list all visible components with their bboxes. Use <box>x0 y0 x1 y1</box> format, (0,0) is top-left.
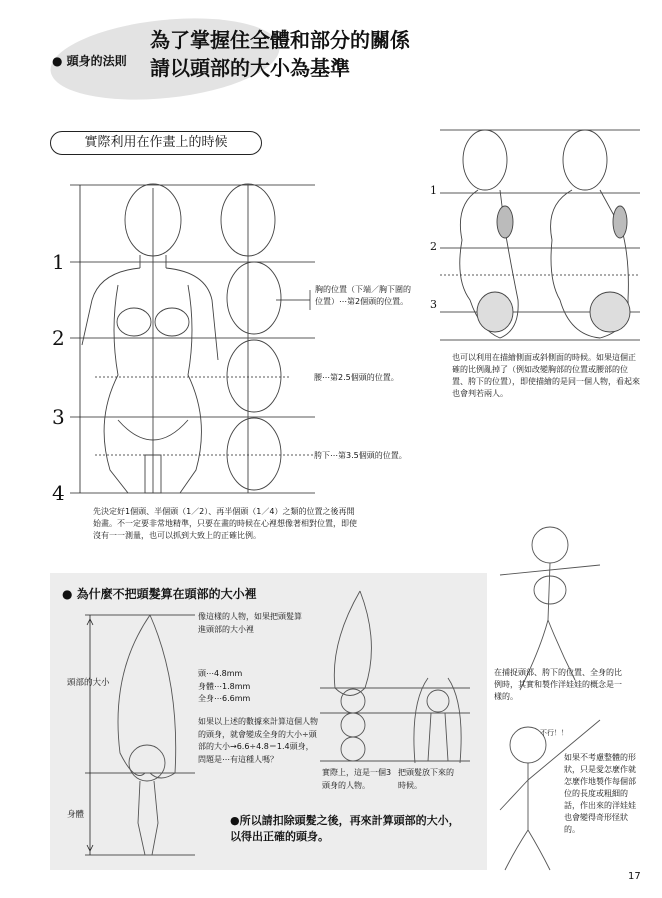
note-three-heads: 實際上，這是一個3頭身的人物。 <box>322 768 392 790</box>
headline-line-2: 請以頭部的大小為基準 <box>150 56 350 80</box>
doll-exclaim: 不行！！ <box>540 729 568 737</box>
marker-3: 3 <box>52 405 65 429</box>
tall-hair-character-sketch <box>118 615 176 855</box>
note-waist-position: 腰⋯第2.5個頭的位置。 <box>314 373 399 382</box>
marker-4: 4 <box>52 481 65 505</box>
stacked-heads-sketch <box>221 184 281 493</box>
hair-down-character-sketch <box>414 678 461 763</box>
measure-body: 身體⋯1.8mm <box>198 681 251 691</box>
label-body: 身體 <box>67 810 85 820</box>
side-view-caption: 也可以利用在描繪側面或斜側面的時候。如果這個正確的比例亂掉了（例如改變胸部的位置或腰部的位置、胯下的位置），即使描繪的是同一個人物，看起來也會判若兩人。 <box>452 353 640 398</box>
doll-caption-2: 如果不考慮整體的形狀，只是愛怎麼作就怎麼作地製作每個部位的長度或粗細的話，作出來的洋娃娃也會變得奇形怪狀的。 <box>564 753 636 834</box>
marker-1: 1 <box>52 250 65 274</box>
label-head-size: 頭部的大小 <box>67 678 110 688</box>
side-marker-1: 1 <box>430 184 437 197</box>
side-view-sketch <box>460 130 630 338</box>
note-chest-position: 胸的位置（下端／胸下圍的位置）⋯第2個頭的位置。 <box>315 285 411 306</box>
front-figure-sketch <box>82 184 218 493</box>
three-heads-character-sketch <box>320 591 470 761</box>
measure-total: 全身⋯6.6mm <box>198 694 251 703</box>
section-title: ● 頭身的法則 <box>52 54 127 68</box>
note-hair-down: 把頭髮放下來的時候。 <box>398 768 454 790</box>
note-crotch-position: 胯下⋯第3.5個頭的位置。 <box>314 451 407 460</box>
calc-explanation: 如果以上述的數據來計算這個人物的頭身，就會變成全身的大小÷頭部的大小→6.6÷4.8＝1.4頭身，問題是⋯有這種人嗎？ <box>198 717 318 764</box>
doll-sketch-1 <box>500 527 600 690</box>
page-number: 17 <box>628 871 641 882</box>
practice-section-pill: 實際利用在作畫上的時候 <box>50 131 262 155</box>
practice-caption: 先決定好1個頭、半個頭（1／2）、再半個頭（1／4）之類的位置之後再開始畫。不一定要非常地精準，只要在畫的時候在心裡想像著相對位置，即使沒有一一測量，也可以抓到大致上的正確比例。 <box>93 507 357 540</box>
measure-head: 頭⋯4.8mm <box>198 669 243 678</box>
front-figure-guides <box>70 185 315 493</box>
hair-box-title: ● 為什麼不把頭髮算在頭部的大小裡 <box>62 587 257 601</box>
side-marker-2: 2 <box>430 240 437 253</box>
marker-2: 2 <box>52 326 65 350</box>
measure-list <box>198 668 250 706</box>
note-intro: 像這樣的人物，如果把頭髮算進頭部的大小裡 <box>198 612 302 634</box>
hair-box-conclusion: ●所以請扣除頭髮之後，再來計算頭部的大小，以得出正確的頭身。 <box>230 814 460 843</box>
side-marker-3: 3 <box>430 298 437 311</box>
headline-line-1: 為了掌握住全體和部分的關係 <box>150 28 410 52</box>
doll-caption-1: 在捕捉頭部、胯下的位置、全身的比例時，其實和製作洋娃娃的概念是一樣的。 <box>494 668 622 701</box>
